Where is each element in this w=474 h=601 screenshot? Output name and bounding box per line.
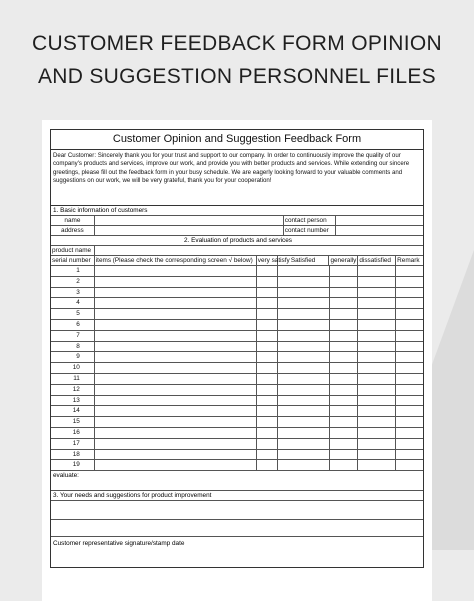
satisfied-cell[interactable]: [278, 417, 330, 427]
serial-number-cell: 16: [51, 428, 95, 438]
table-row: [51, 352, 423, 363]
dissatisfied-cell[interactable]: [358, 277, 396, 287]
very-satisfied-cell[interactable]: [257, 298, 278, 308]
remark-cell[interactable]: [396, 406, 423, 416]
serial-number-cell: 12: [51, 385, 95, 395]
items-cell[interactable]: [95, 439, 257, 449]
generally-cell[interactable]: [330, 342, 359, 352]
very-satisfied-cell[interactable]: [257, 266, 278, 276]
dissatisfied-cell[interactable]: [358, 406, 396, 416]
remark-cell[interactable]: [396, 385, 423, 395]
very-satisfied-cell[interactable]: [257, 331, 278, 341]
generally-cell[interactable]: [330, 363, 359, 373]
table-row: [51, 417, 423, 428]
dissatisfied-cell[interactable]: [358, 450, 396, 460]
satisfied-cell[interactable]: [278, 450, 330, 460]
items-cell[interactable]: [95, 460, 257, 470]
dissatisfied-cell[interactable]: [358, 396, 396, 406]
satisfied-cell[interactable]: [278, 352, 330, 362]
dissatisfied-cell[interactable]: [358, 266, 396, 276]
banner-header: [0, 0, 474, 120]
items-cell[interactable]: [95, 352, 257, 362]
product-name-field[interactable]: [95, 246, 423, 255]
dissatisfied-cell[interactable]: [358, 439, 396, 449]
col-generally: generally: [330, 257, 357, 264]
remark-cell[interactable]: [396, 363, 423, 373]
dissatisfied-cell[interactable]: [358, 342, 396, 352]
very-satisfied-cell[interactable]: [257, 374, 278, 384]
satisfied-cell[interactable]: [278, 428, 330, 438]
satisfied-cell[interactable]: [278, 363, 330, 373]
items-cell[interactable]: [95, 320, 257, 330]
signature-box[interactable]: [51, 537, 423, 567]
serial-number-cell: 6: [51, 320, 95, 330]
very-satisfied-cell[interactable]: [257, 363, 278, 373]
col-items: items (Please check the corresponding screen √ below): [95, 256, 257, 265]
table-row: [51, 342, 423, 353]
remark-cell[interactable]: [396, 309, 423, 319]
satisfied-cell[interactable]: [278, 385, 330, 395]
remark-cell[interactable]: [396, 417, 423, 427]
serial-number-cell: 3: [51, 288, 95, 298]
col-remark: Remark: [397, 257, 420, 264]
serial-number-cell: 11: [51, 374, 95, 384]
very-satisfied-cell[interactable]: [257, 406, 278, 416]
col-dissatisfied: dissatisfied: [358, 256, 396, 265]
serial-number-cell: 8: [51, 342, 95, 352]
serial-number-cell: 19: [51, 460, 95, 470]
serial-number-cell: 10: [51, 363, 95, 373]
generally-cell[interactable]: [330, 374, 359, 384]
remark-cell[interactable]: [396, 460, 423, 470]
generally-cell[interactable]: [330, 385, 359, 395]
remark-cell[interactable]: [396, 298, 423, 308]
items-cell[interactable]: [95, 277, 257, 287]
serial-number-cell: 17: [51, 439, 95, 449]
intro-paragraph: Dear Customer: Sincerely thank you for your trust and support to our company. In order to continuously improve the quality of our company's products and services, improve our work, and provide you with better products and services. While extending our sincere greetings, please fill out the feedback form in your busy schedule. We are eagerly looking forward to your valuable comments and suggestions on our work, we will be very grateful, thank you for your cooperation!: [51, 150, 423, 206]
very-satisfied-cell[interactable]: [257, 460, 278, 470]
evaluate-box[interactable]: [51, 471, 423, 491]
remark-cell[interactable]: [396, 439, 423, 449]
items-cell[interactable]: [95, 385, 257, 395]
serial-number-cell: 1: [51, 266, 95, 276]
address-label: address: [51, 226, 95, 235]
table-row: [51, 266, 423, 277]
dissatisfied-cell[interactable]: [358, 428, 396, 438]
very-satisfied-cell[interactable]: [257, 277, 278, 287]
product-name-row: [51, 246, 423, 256]
table-row: [51, 396, 423, 407]
table-row: [51, 406, 423, 417]
dissatisfied-cell[interactable]: [358, 298, 396, 308]
needs-suggestions-field[interactable]: [51, 501, 423, 537]
col-serial-number: serial number: [51, 256, 95, 265]
satisfied-cell[interactable]: [278, 298, 330, 308]
serial-number-cell: 15: [51, 417, 95, 427]
dissatisfied-cell[interactable]: [358, 320, 396, 330]
name-field[interactable]: [95, 216, 284, 225]
table-row: [51, 428, 423, 439]
satisfied-cell[interactable]: [278, 331, 330, 341]
name-label: name: [51, 216, 95, 225]
table-row: [51, 288, 423, 299]
name-row: [51, 216, 423, 226]
contact-person-label: contact person: [284, 216, 337, 225]
items-cell[interactable]: [95, 417, 257, 427]
generally-cell[interactable]: [330, 406, 359, 416]
serial-number-cell: 7: [51, 331, 95, 341]
form-paper: [42, 120, 432, 601]
very-satisfied-cell[interactable]: [257, 396, 278, 406]
remark-cell[interactable]: [396, 288, 423, 298]
items-cell[interactable]: [95, 288, 257, 298]
table-row: [51, 277, 423, 288]
section-evaluation: 2. Evaluation of products and services: [51, 236, 423, 246]
generally-cell[interactable]: [330, 352, 359, 362]
remark-cell[interactable]: [396, 428, 423, 438]
generally-cell[interactable]: [330, 450, 359, 460]
evaluate-label: evaluate:: [53, 472, 79, 480]
satisfied-cell[interactable]: [278, 374, 330, 384]
serial-number-cell: 9: [51, 352, 95, 362]
col-satisfied: Satisfied: [278, 256, 330, 265]
satisfied-cell[interactable]: [278, 309, 330, 319]
generally-cell[interactable]: [330, 331, 359, 341]
serial-number-cell: 2: [51, 277, 95, 287]
remark-cell[interactable]: [396, 352, 423, 362]
table-row: [51, 439, 423, 450]
serial-number-cell: 14: [51, 406, 95, 416]
satisfied-cell[interactable]: [278, 342, 330, 352]
generally-cell[interactable]: [330, 277, 359, 287]
remark-cell[interactable]: [396, 396, 423, 406]
dissatisfied-cell[interactable]: [358, 331, 396, 341]
remark-cell[interactable]: [396, 320, 423, 330]
generally-cell[interactable]: [330, 428, 359, 438]
generally-cell[interactable]: [330, 288, 359, 298]
items-cell[interactable]: [95, 298, 257, 308]
items-cell[interactable]: [95, 342, 257, 352]
table-header: [51, 256, 423, 266]
remark-cell[interactable]: [396, 374, 423, 384]
very-satisfied-cell[interactable]: [257, 288, 278, 298]
satisfied-cell[interactable]: [278, 439, 330, 449]
satisfied-cell[interactable]: [278, 460, 330, 470]
form-title: Customer Opinion and Suggestion Feedback Form: [51, 130, 423, 150]
dissatisfied-cell[interactable]: [358, 417, 396, 427]
table-row: [51, 298, 423, 309]
items-cell[interactable]: [95, 363, 257, 373]
satisfied-cell[interactable]: [278, 288, 330, 298]
serial-number-cell: 5: [51, 309, 95, 319]
generally-cell[interactable]: [330, 417, 359, 427]
contact-person-field[interactable]: [336, 216, 423, 225]
generally-cell[interactable]: [330, 298, 359, 308]
remark-cell[interactable]: [396, 342, 423, 352]
generally-cell[interactable]: [330, 266, 359, 276]
satisfied-cell[interactable]: [278, 266, 330, 276]
very-satisfied-cell[interactable]: [257, 417, 278, 427]
items-cell[interactable]: [95, 450, 257, 460]
table-row: [51, 309, 423, 320]
serial-number-cell: 4: [51, 298, 95, 308]
very-satisfied-cell[interactable]: [257, 352, 278, 362]
dissatisfied-cell[interactable]: [358, 309, 396, 319]
satisfied-cell[interactable]: [278, 320, 330, 330]
remark-cell[interactable]: [396, 277, 423, 287]
remark-cell[interactable]: [396, 331, 423, 341]
col-very-satisfied: very satisfy: [257, 257, 290, 264]
generally-cell[interactable]: [330, 439, 359, 449]
evaluation-rows: [51, 266, 423, 471]
items-cell[interactable]: [95, 406, 257, 416]
remark-cell[interactable]: [396, 450, 423, 460]
items-cell[interactable]: [95, 266, 257, 276]
table-row: [51, 320, 423, 331]
very-satisfied-cell[interactable]: [257, 439, 278, 449]
dissatisfied-cell[interactable]: [358, 460, 396, 470]
items-cell[interactable]: [95, 309, 257, 319]
address-field[interactable]: [95, 226, 284, 235]
dissatisfied-cell[interactable]: [358, 352, 396, 362]
items-cell[interactable]: [95, 428, 257, 438]
table-row: [51, 374, 423, 385]
very-satisfied-cell[interactable]: [257, 342, 278, 352]
generally-cell[interactable]: [330, 396, 359, 406]
items-cell[interactable]: [95, 374, 257, 384]
table-row: [51, 460, 423, 471]
generally-cell[interactable]: [330, 320, 359, 330]
generally-cell[interactable]: [330, 309, 359, 319]
serial-number-cell: 13: [51, 396, 95, 406]
dissatisfied-cell[interactable]: [358, 288, 396, 298]
contact-number-label: contact number: [284, 226, 337, 235]
very-satisfied-cell[interactable]: [257, 309, 278, 319]
page-title: CUSTOMER FEEDBACK FORM OPINION AND SUGGESTION PERSONNEL FILES: [32, 32, 442, 88]
signature-label: Customer representative signature/stamp date: [53, 540, 185, 548]
table-row: [51, 450, 423, 461]
table-row: [51, 331, 423, 342]
very-satisfied-cell[interactable]: [257, 450, 278, 460]
items-cell[interactable]: [95, 396, 257, 406]
remark-cell[interactable]: [396, 266, 423, 276]
section-basic-info: 1. Basic information of customers: [51, 206, 423, 216]
serial-number-cell: 18: [51, 450, 95, 460]
contact-number-field[interactable]: [336, 226, 423, 235]
items-cell[interactable]: [95, 331, 257, 341]
feedback-form-sheet: [50, 129, 424, 568]
product-name-label: product name: [51, 246, 95, 255]
table-row: [51, 385, 423, 396]
address-row: [51, 226, 423, 236]
section-needs: 3. Your needs and suggestions for product improvement: [51, 491, 423, 501]
dissatisfied-cell[interactable]: [358, 363, 396, 373]
satisfied-cell[interactable]: [278, 406, 330, 416]
very-satisfied-cell[interactable]: [257, 385, 278, 395]
satisfied-cell[interactable]: [278, 277, 330, 287]
dissatisfied-cell[interactable]: [358, 385, 396, 395]
very-satisfied-cell[interactable]: [257, 428, 278, 438]
satisfied-cell[interactable]: [278, 396, 330, 406]
table-row: [51, 363, 423, 374]
very-satisfied-cell[interactable]: [257, 320, 278, 330]
dissatisfied-cell[interactable]: [358, 374, 396, 384]
generally-cell[interactable]: [330, 460, 359, 470]
